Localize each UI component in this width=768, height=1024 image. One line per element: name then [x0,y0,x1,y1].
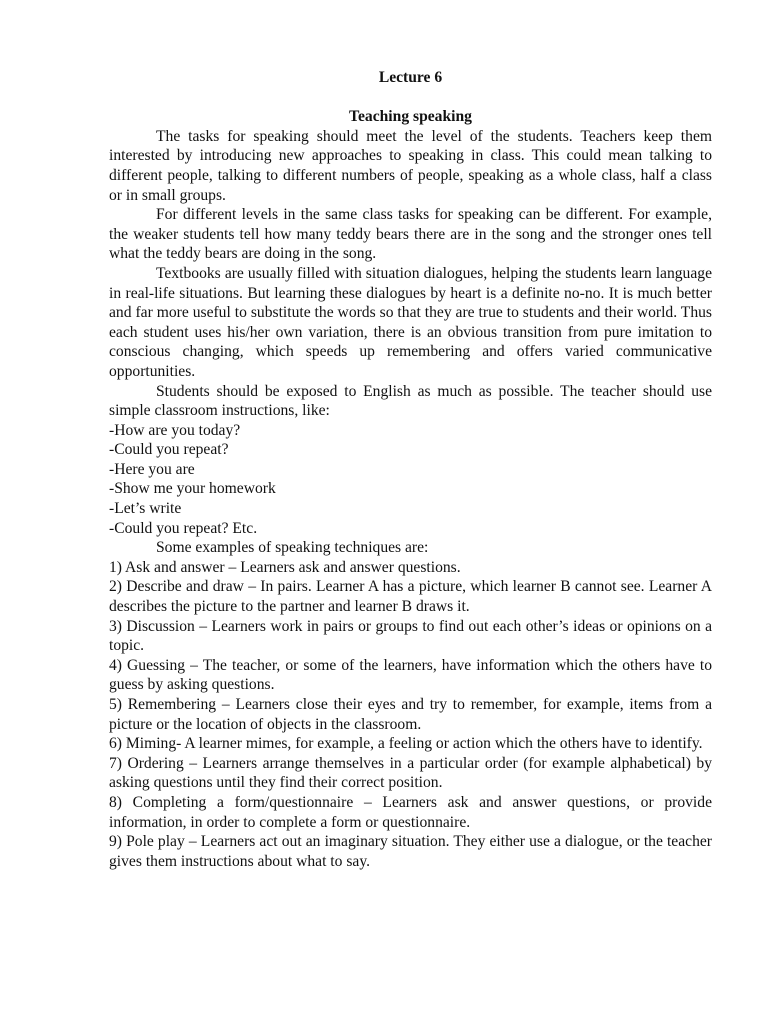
instruction-line: -How are you today? [109,421,241,439]
instruction-line: -Could you repeat? [109,441,229,459]
instruction-line: -Could you repeat? Etc. [109,519,258,537]
technique-item: 1) Ask and answer – Learners ask and answer questions. [109,558,461,576]
technique-item: 4) Guessing – The teacher, or some of the learners, have information which the others have to guess by asking questions. [109,656,712,694]
instruction-line: -Show me your homework [109,480,276,498]
technique-item: 7) Ordering – Learners arrange themselves in a particular order (for example alphabetical) by asking questions until they find their correct position. [109,754,712,792]
technique-item: 9) Pole play – Learners act out an imaginary situation. They either use a dialogue, or the teacher gives them instructions about what to say. [109,833,712,870]
technique-item: 3) Discussion – Learners work in pairs or groups to find out each other’s ideas or opinions on a topic. [109,617,712,655]
paragraph: Textbooks are usually filled with situation dialogues, helping the students learn language in real-life situations. But learning these dialogues by heart is a definite no-no. It is much better and far more useful to substitute the words so that they are true to students and their world. Thus each student uses his/her own variation, there is an obvious transition from pure imitation to conscious changing, which speeds up remembering and offers varied communicative opportunities. [109,264,712,380]
technique-item: 6) Miming- A learner mimes, for example, a feeling or action which the others have to identify. [109,735,703,753]
instruction-line: -Let’s write [109,500,182,518]
document-page [109,68,712,871]
paragraph: For different levels in the same class tasks for speaking can be different. For example, the weaker students tell how many teddy bears there are in the song and the stronger ones tell what the teddy bears are doing in the song. [109,206,712,263]
technique-item: 8) Completing a form/questionnaire – Learners ask and answer questions, or provide information, in order to complete a form or questionnaire. [109,793,712,831]
section-title: Teaching speaking [349,108,472,126]
techniques-intro: Some examples of speaking techniques are: [156,539,429,557]
technique-item: 2) Describe and draw – In pairs. Learner A has a picture, which learner B cannot see. Learner A describes the picture to the partner and learner B draws it. [109,578,712,616]
lecture-title: Lecture 6 [378,69,443,86]
technique-item: 5) Remembering – Learners close their eyes and try to remember, for example, items from a picture or the location of objects in the classroom. [109,696,712,733]
paragraph: The tasks for speaking should meet the level of the students. Teachers keep them interested by introducing new approaches to speaking in class. This could mean talking to different people, talking to different numbers of people, speaking as a whole class, half a class or in small groups. [109,127,712,204]
paragraph: Students should be exposed to English as much as possible. The teacher should use simple classroom instructions, like: [109,382,712,420]
instruction-line: -Here you are [109,460,195,478]
